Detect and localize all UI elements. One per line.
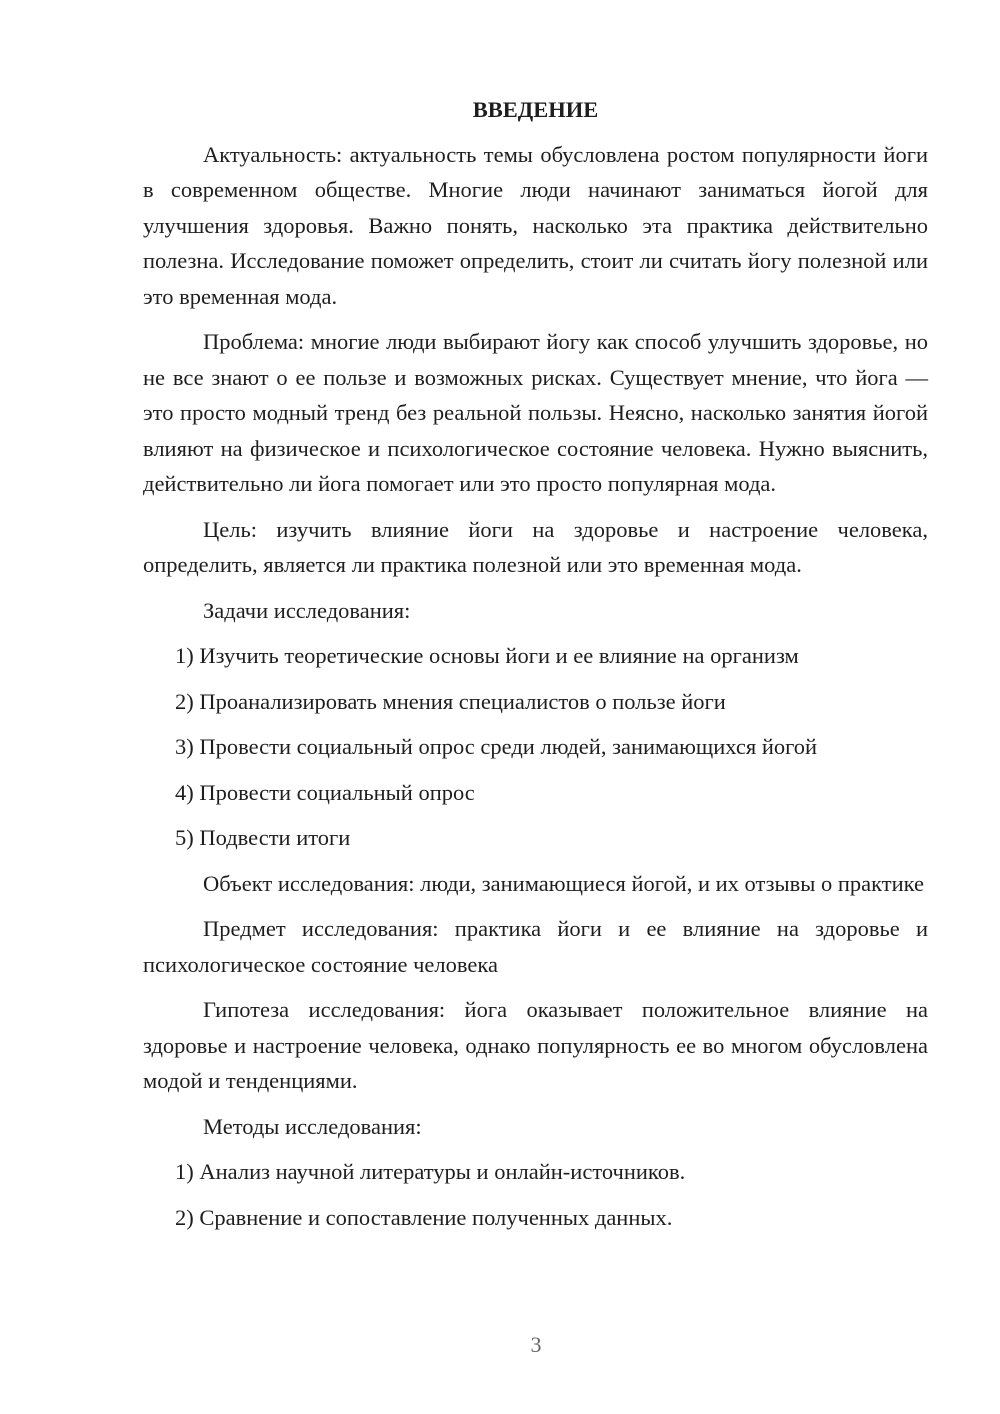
subject-paragraph: Предмет исследования: практика йоги и ее влияние на здоровье и психологическое состояние человека [143,916,928,977]
hypothesis-paragraph: Гипотеза исследования: йога оказывает положительное влияние на здоровье и настроение человека, однако популярность ее во многом обусловлена модой и тенденциями. [143,997,928,1093]
list-item: 2) Проанализировать мнения специалистов о пользе йоги [175,688,726,714]
list-item: 4) Провести социальный опрос [175,779,475,805]
relevance-paragraph: Актуальность: актуальность темы обусловлена ростом популярности йоги в современном обществе. Многие люди начинают заниматься йогой для улучшения здоровья. Важно понять, насколько эта практика действительно полезна. Исследование поможет определить, стоит ли считать йогу полезной или это временная мода. [143,141,928,309]
tasks-heading: Задачи исследования: [203,597,411,623]
list-item: 5) Подвести итоги [175,825,351,850]
tasks-list [143,638,928,856]
methods-heading: Методы исследования: [203,1113,422,1139]
methods-list [143,1154,928,1235]
list-item: 1) Изучить теоретические основы йоги и ее влияние на организм [175,643,799,668]
page-title: ВВЕДЕНИЕ [472,97,599,122]
page-content [143,92,928,1245]
list-item: 1) Анализ научной литературы и онлайн-источников. [175,1159,686,1184]
page-number: 3 [530,1332,542,1357]
list-item: 3) Провести социальный опрос среди людей, занимающихся йогой [175,734,818,759]
list-item: 2) Сравнение и сопоставление полученных данных. [175,1204,673,1230]
goal-paragraph: Цель: изучить влияние йоги на здоровье и настроение человека, определить, является ли практика полезной или это временная мода. [143,516,928,577]
object-paragraph: Объект исследования: люди, занимающиеся йогой, и их отзывы о практике [203,870,924,896]
problem-paragraph: Проблема: многие люди выбирают йогу как способ улучшить здоровье, но не все знают о ее пользе и возможных рисках. Существует мнение, что йога — это просто модный тренд без реальной пользы. Неясно, насколько занятия йогой влияют на физическое и психологическое состояние человека. Нужно выяснить, действительно ли йога помогает или это просто популярная мода. [143,329,928,496]
